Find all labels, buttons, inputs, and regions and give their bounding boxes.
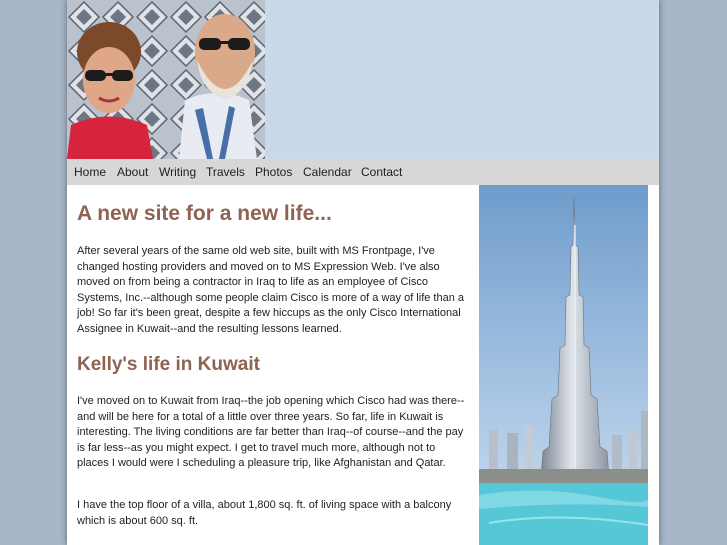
nav-travels[interactable]: Travels [206, 165, 245, 179]
intro-paragraph: After several years of the same old web site, built with MS Frontpage, I've changed hosting providers and moved on to MS Expression Web. I've also moved on from being a contractor in Iraq to life as an employee of Cisco Systems, Inc.--although some people claim Cisco is more of a way of life than a job! So far it's been great, despite a few hiccups as the only Cisco International Assignee in Kuwait--and the resulting lessons learned. [77, 245, 465, 335]
main-nav [67, 159, 659, 185]
nav-about[interactable]: About [117, 165, 149, 179]
nav-home[interactable]: Home [74, 165, 107, 179]
nav-contact[interactable]: Contact [361, 165, 403, 179]
page-container [67, 0, 659, 545]
section-title: Kelly's life in Kuwait [77, 354, 260, 375]
nav-photos[interactable]: Photos [255, 165, 293, 179]
sidebar-photo [479, 185, 648, 545]
nav-calendar[interactable]: Calendar [303, 165, 352, 179]
header-photo [67, 0, 265, 159]
kuwait-paragraph-2: I have the top floor of a villa, about 1,800 sq. ft. of living space with a balcony which is about 600 sq. ft. [77, 499, 452, 527]
burj-khalifa-image [479, 185, 648, 545]
header-photo-image [67, 0, 265, 159]
site-header [67, 0, 659, 159]
kuwait-paragraph-1: I've moved on to Kuwait from Iraq--the job opening which Cisco had was there--and will be here for a total of a little over three years. So far, life in Kuwait is interesting. The living conditions are far better than Iraq--of course--and the pay is far less--as you might expect. I get to travel much more, although not to places I would were I scheduling a pleasure trip, like Afghanistan and Qatar. [77, 395, 465, 469]
nav-writing[interactable]: Writing [159, 165, 197, 179]
page-title: A new site for a new life... [77, 202, 332, 225]
